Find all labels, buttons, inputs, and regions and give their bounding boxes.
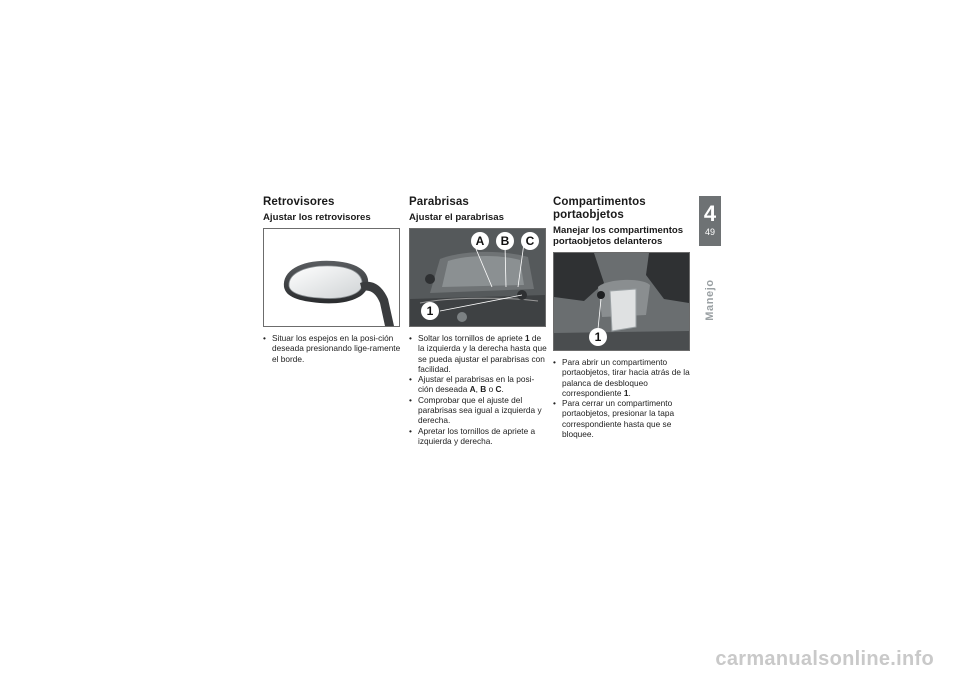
list-item: • Apretar los tornillos de apriete a izquierda y derecha. (409, 426, 549, 447)
compartment-illustration (554, 253, 689, 350)
label-1-callout (589, 328, 607, 346)
list-item: • Comprobar que el ajuste del parabrisas sea igual a izquierda y derecha. (409, 395, 549, 426)
svg-text:1: 1 (594, 330, 602, 344)
page-number: 49 (704, 227, 715, 237)
chapter-number: 4 (703, 201, 717, 226)
list-item: • Para cerrar un compartimento portaobjetos, presionar la tapa correspondiente hasta que se bloquee. (553, 398, 693, 439)
section-subtitle: Ajustar el parabrisas (409, 212, 504, 223)
label-c-callout (521, 232, 539, 250)
mirror-illustration (264, 229, 399, 326)
section-compartimentos (553, 196, 693, 439)
svg-text:C: C (525, 234, 535, 248)
windshield-figure (409, 228, 546, 327)
windshield-illustration (410, 229, 545, 326)
svg-text:B: B (500, 234, 510, 248)
svg-text:A: A (475, 234, 485, 248)
section-title: Retrovisores (263, 196, 335, 208)
svg-text:1: 1 (426, 304, 434, 318)
label-b-callout (496, 232, 514, 250)
list-item: • Soltar los tornillos de apriete 1 de la izquierda y la derecha hasta que se pueda ajustar el parabrisas con facilidad. (409, 333, 549, 374)
list-item: • Ajustar el parabrisas en la posi-ción deseada A, B o C. (409, 374, 549, 395)
list-item: • Para abrir un compartimento portaobjetos, tirar hacia atrás de la palanca de desbloqueo correspondiente 1. (553, 357, 693, 398)
section-title: Parabrisas (409, 196, 469, 208)
instruction-list (409, 333, 549, 446)
label-1-callout (421, 302, 439, 320)
watermark: carmanualsonline.info (715, 648, 934, 670)
instruction-list (263, 333, 403, 364)
section-subtitle: Manejar los compartimentos portaobjetos delanteros (553, 225, 684, 247)
label-a-callout (471, 232, 489, 250)
section-subtitle: Ajustar los retrovisores (263, 212, 371, 223)
chapter-tab (699, 196, 721, 246)
compartment-figure (553, 252, 690, 351)
section-name: Manejo (704, 279, 716, 321)
instruction-list (553, 357, 693, 439)
section-title: Compartimentos portaobjetos (553, 196, 646, 221)
mirror-figure (263, 228, 400, 327)
section-parabrisas (409, 196, 549, 446)
section-side-label (699, 274, 721, 326)
section-retrovisores (263, 196, 403, 364)
list-item: • Situar los espejos en la posi-ción deseada presionando lige-ramente el borde. (263, 333, 403, 364)
